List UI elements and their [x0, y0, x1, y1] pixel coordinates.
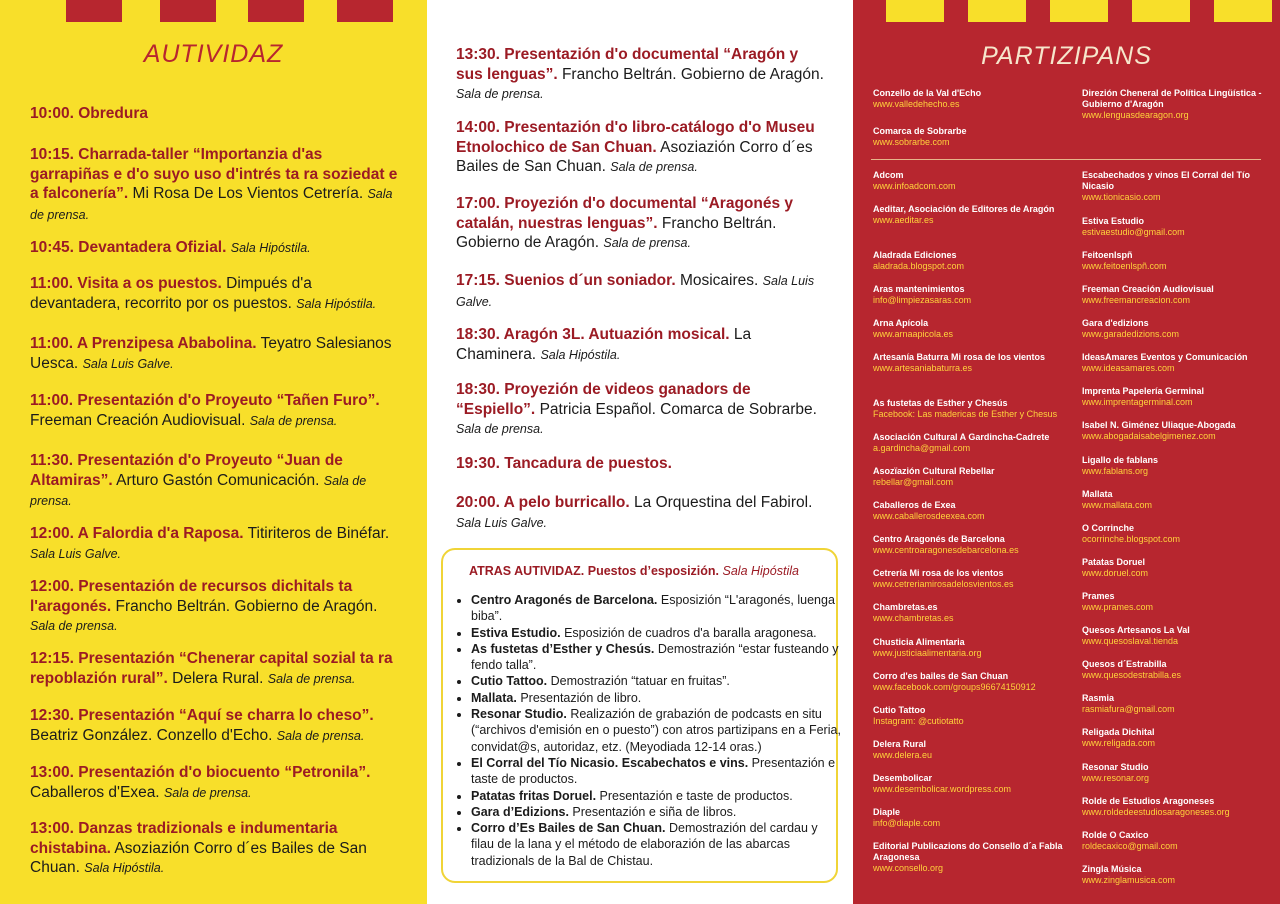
participant-contact: www.roldedeestudiosaragoneses.org [1082, 807, 1230, 817]
event-location: Sala de prensa. [456, 422, 544, 436]
event-location: Sala de prensa. [276, 728, 365, 743]
participant-contact: www.centroaragonesdebarcelona.es [873, 545, 1019, 555]
participant-contact: www.mallata.com [1082, 500, 1153, 510]
participant-name: Feitoenlspñ [1082, 250, 1133, 260]
participant-entry [1082, 591, 1277, 613]
participant-contact: www.chambretas.es [873, 613, 954, 623]
event-location: Sala de prensa. [267, 671, 356, 686]
participant-name: Cutio Tattoo [873, 705, 926, 715]
exhibitor-item [471, 690, 843, 706]
event-presenter: Dimpués d'a devantadera, recorrito por os puestos. [30, 275, 312, 312]
schedule-item [30, 706, 402, 746]
schedule-item [456, 194, 828, 254]
event-presenter: Francho Beltrán. Gobierno de Aragón. [456, 214, 777, 251]
event-location: Sala de prensa. [249, 413, 338, 428]
exhibitor-item [471, 625, 843, 641]
participant-name: Asozïazión Cultural Rebellar [873, 466, 995, 476]
participant-entry [1082, 762, 1277, 784]
participant-contact: www.religada.com [1082, 738, 1156, 748]
event-title: 12:00. A Falordia d'a Raposa. [30, 525, 244, 542]
participant-entry [873, 602, 1068, 624]
event-presenter: Titiriteros de Binéfar. [247, 525, 390, 542]
participant-contact: www.zinglamusica.com [1082, 875, 1176, 885]
exhibitor-description: Demostrazión del cardau y filau de la lana y el método de elaborazión de las abarcas tradizionals de la Bal de Chistau. [471, 821, 818, 868]
participant-contact: www.aeditar.es [873, 215, 934, 225]
participant-name: Resonar Studio [1082, 762, 1149, 772]
participant-name: Artesanía Baturra Mi rosa de los vientos [873, 352, 1046, 362]
event-presenter: Mosicaires. [679, 272, 759, 289]
event-location: Sala Luis Galve. [82, 356, 174, 371]
event-title: 18:30. Aragón 3L. Autuazión mosical. [456, 326, 730, 343]
event-title: 17:15. Suenios d´un soniador. [456, 272, 676, 289]
activities-panel-continued [427, 0, 853, 904]
participant-contact: www.artesaniabaturra.es [873, 363, 973, 373]
participant-entry [873, 500, 1068, 522]
flag-stripe [968, 0, 1026, 22]
participant-name: Isabel N. Giménez Uliaque-Abogada [1082, 420, 1236, 430]
exhibitor-name: Corro d’Es Bailes de San Chuan. [471, 821, 666, 836]
participant-name: Mallata [1082, 489, 1113, 499]
participant-name: Rolde de Estudios Aragoneses [1082, 796, 1215, 806]
participant-entry [873, 284, 1068, 306]
event-presenter: La Chaminera. [456, 326, 752, 363]
participant-contact: estivaestudio@gmail.com [1082, 227, 1185, 237]
exhibitor-item [471, 706, 843, 755]
participant-name: Zingla Música [1082, 864, 1142, 874]
participant-entry [873, 466, 1068, 488]
participant-name: Imprenta Papelería Germinal [1082, 386, 1205, 396]
schedule-item [30, 274, 402, 314]
schedule-item [30, 819, 402, 879]
schedule-item [456, 271, 828, 312]
event-presenter: Asoziazión Corro d´es Bailes de San Chuan. [456, 138, 813, 175]
event-location: Sala Hipóstila. [84, 861, 165, 875]
event-title: 13:00. Danzas tradizionals e indumentaria chistabina. [30, 820, 338, 857]
participant-contact: www.abogadaisabelgimenez.com [1082, 431, 1216, 441]
participant-contact: www.infoadcom.com [873, 181, 956, 191]
participant-entry [873, 352, 1068, 374]
event-title: 14:00. Presentazión d'o libro-catálogo d'o Museu Etnolochico de San Chuan. [456, 119, 815, 156]
schedule-item [30, 334, 402, 374]
participant-entry [1082, 864, 1277, 886]
participant-name: O Corrinche [1082, 523, 1135, 533]
schedule-item [456, 454, 828, 474]
participant-name: Aladrada Ediciones [873, 250, 957, 260]
schedule-item [30, 524, 402, 564]
exhibitor-name: As fustetas d’Esther y Chesús. [471, 641, 655, 656]
event-presenter: Delera Rural. [172, 669, 264, 687]
schedule-item [30, 577, 402, 637]
section-title: AUTIVIDAZ [143, 40, 284, 68]
schedule-item [456, 380, 828, 440]
event-location: Sala de prensa. [603, 236, 691, 250]
participant-entry [873, 705, 1068, 727]
exhibitor-description: Realizazión de grabazión de podcasts en situ (“archivos d'emisión en o puesto”) con atros partizipans en a Feria, convidat@s, autoridaz, etz. (Meyodiada 12-14 oras.) [471, 707, 841, 754]
event-title: 12:30. Presentazión “Aquí se charra lo cheso”. [30, 707, 374, 724]
exhibitor-item [471, 592, 843, 625]
participant-entry [1082, 455, 1277, 477]
participant-entry [873, 204, 1068, 226]
event-title: 10:45. Devantadera Ofizial. [30, 239, 227, 256]
participant-name: Ligallo de fablans [1082, 455, 1159, 465]
event-location: Sala Hipóstila. [230, 241, 311, 255]
event-presenter: Francho Beltrán. Gobierno de Aragón. [561, 65, 824, 83]
participant-name: Escabechados y vinos El Corral del Tío Nicasio [1082, 170, 1251, 191]
participant-contact: www.quesodestrabilla.es [1082, 670, 1182, 680]
participant-contact: www.ideasamares.com [1082, 363, 1175, 373]
exhibitor-description: Esposizión de cuadros d'a baralla aragonesa. [564, 625, 817, 640]
participant-entry [873, 170, 1068, 192]
participant-contact: www.quesoslaval.tienda [1082, 636, 1179, 646]
participant-entry [1082, 284, 1277, 306]
event-title: 10:00. Obredura [30, 105, 149, 122]
flag-stripe [337, 0, 393, 22]
event-presenter: Patricia Español. Comarca de Sobrarbe. [539, 400, 817, 418]
schedule-item [30, 104, 402, 124]
participant-name: Aras mantenimientos [873, 284, 965, 294]
event-location: Sala de prensa. [30, 619, 118, 633]
participant-entry [873, 250, 1068, 272]
participant-contact: www.valledehecho.es [873, 99, 960, 109]
participant-contact: www.facebook.com/groups96674150912 [873, 682, 1036, 692]
event-presenter: La Orquestina del Fabirol. [634, 494, 813, 511]
participant-contact: www.feitoenlspñ.com [1082, 261, 1167, 271]
participant-contact: www.caballerosdeexea.com [873, 511, 985, 521]
participant-name: Religada Dichital [1082, 727, 1155, 737]
participant-contact: a.gardincha@gmail.com [873, 443, 971, 453]
schedule-item [30, 238, 402, 259]
schedule-item [456, 325, 828, 365]
participant-name: Cetrería Mi rosa de los vientos [873, 568, 1004, 578]
participant-contact: info@limpiezasaras.com [873, 295, 972, 305]
event-title: 10:15. Charrada-taller “Importanzia d'as garrapiñas e d'o suyo uso d'intrés ta ra soziedat e a falconería”. [30, 146, 398, 202]
participant-name: Arna Apícola [873, 318, 929, 328]
participant-name: Aeditar, Asociación de Editores de Aragón [873, 204, 1055, 214]
exhibitor-name: Mallata. [471, 690, 517, 705]
event-presenter: Arturo Gastón Comunicación. [116, 471, 320, 489]
flag-stripe [1214, 0, 1272, 22]
participant-name: Asociación Cultural A Gardincha-Cadrete [873, 432, 1050, 442]
participant-entry [1082, 557, 1277, 579]
participant-entry [1082, 88, 1277, 121]
participant-entry [1082, 693, 1277, 715]
event-presenter: Asoziazión Corro d´es Bailes de San Chuan. [30, 839, 367, 876]
participant-entry [873, 773, 1068, 795]
exhibitor-name: Estiva Estudio. [471, 625, 561, 640]
event-presenter: Teyatro Salesianos Uesca. [30, 335, 392, 372]
event-title: 20:00. A pelo burricallo. [456, 494, 630, 511]
event-title: 13:30. Presentazión d'o documental “Aragón y sus lenguas”. [456, 46, 799, 83]
event-title: 12:00. Presentazión de recursos dichitals ta l'aragonés. [30, 578, 353, 615]
schedule-item [456, 118, 828, 178]
participant-entry [1082, 216, 1277, 238]
event-title: 11:00. Presentazión d'o Proyeuto “Tañen Furo”. [30, 392, 380, 409]
exhibitor-description: Presentazión e siña de libros. [572, 804, 737, 819]
participant-contact: rebellar@gmail.com [873, 477, 954, 487]
participant-contact: ocorrinche.blogspot.com [1082, 534, 1181, 544]
participant-entry [1082, 420, 1277, 442]
flag-stripe [1050, 0, 1108, 22]
participant-contact: www.desembolicar.wordpress.com [873, 784, 1012, 794]
exhibitor-item [471, 755, 843, 788]
participant-name: Comarca de Sobrarbe [873, 126, 967, 136]
participant-name: Centro Aragonés de Barcelona [873, 534, 1005, 544]
schedule-item [30, 763, 402, 803]
participant-contact: www.freemancreacion.com [1082, 295, 1191, 305]
participant-name: Quesos Artesanos La Val [1082, 625, 1190, 635]
participant-name: IdeasAmares Eventos y Comunicación [1082, 352, 1248, 362]
exhibitor-description: Presentazión e taste de productos. [599, 788, 793, 803]
schedule-item [30, 391, 402, 431]
participant-name: Estiva Estudio [1082, 216, 1145, 226]
participant-contact: www.fablans.org [1082, 466, 1149, 476]
participant-name: Chambretas.es [873, 602, 938, 612]
exhibitor-name: Patatas fritas Doruel. [471, 788, 597, 803]
participant-entry [873, 398, 1068, 420]
participant-contact: Instagram: @cutiotatto [873, 716, 964, 726]
participant-name: Editorial Publicazions do Consello d´a Fabla Aragonesa [873, 841, 1063, 862]
participant-entry [1082, 352, 1277, 374]
participant-contact: www.lenguasdearagon.org [1082, 110, 1189, 120]
participant-entry [873, 318, 1068, 340]
divider [871, 159, 1261, 160]
participant-name: Adcom [873, 170, 904, 180]
flag-stripe [886, 0, 944, 22]
event-presenter: Francho Beltrán. Gobierno de Aragón. [115, 597, 378, 615]
exhibitor-item [471, 673, 843, 689]
participant-entry [1082, 489, 1277, 511]
participant-name: Delera Rural [873, 739, 927, 749]
participant-entry [1082, 830, 1277, 852]
participant-name: Caballeros de Exea [873, 500, 956, 510]
participant-name: Chusticia Alimentaria [873, 637, 965, 647]
exhibitor-name: Centro Aragonés de Barcelona. [471, 593, 658, 607]
participant-entry [873, 671, 1068, 693]
event-presenter: Freeman Creación Audiovisual. [30, 411, 246, 429]
event-location: Sala Hipóstila. [296, 296, 377, 311]
event-location: Sala de prensa. [610, 160, 698, 174]
flag-stripe [160, 0, 216, 22]
schedule-item [30, 145, 402, 225]
participant-entry [873, 534, 1068, 556]
event-title: 11:00. Visita a os puestos. [30, 275, 222, 292]
exhibitor-name: Resonar Studio. [471, 707, 567, 722]
participant-entry [1082, 523, 1277, 545]
exhibitor-item [471, 804, 843, 820]
event-title: 11:30. Presentazión d'o Proyeuto “Juan de Altamiras”. [30, 452, 343, 489]
exhibitor-name: El Corral del Tío Nicasio. Escabechatos e vins. [471, 755, 749, 770]
participant-name: Gara d'edizions [1082, 318, 1149, 328]
participant-entry [1082, 727, 1277, 749]
participant-entry [1082, 386, 1277, 408]
event-location: Sala Luis Galve. [456, 274, 815, 309]
exhibitor-description: Presentazión e taste de productos. [471, 755, 836, 787]
participant-contact: www.prames.com [1082, 602, 1154, 612]
exhibitor-item [471, 641, 843, 674]
flag-stripe [248, 0, 304, 22]
participant-name: Prames [1082, 591, 1115, 601]
event-title: 11:00. A Prenzipesa Ababolina. [30, 335, 257, 352]
participant-name: Rolde O Caxico [1082, 830, 1149, 840]
participants-panel [853, 0, 1280, 904]
participant-contact: www.delera.eu [873, 750, 933, 760]
participant-entry [1082, 625, 1277, 647]
participant-entry [873, 126, 1068, 148]
exhibitor-item [471, 820, 843, 869]
participant-entry [873, 807, 1068, 829]
event-title: 19:30. Tancadura de puestos. [456, 455, 672, 472]
participant-name: Rasmia [1082, 693, 1115, 703]
event-location: Sala Hipóstila. [540, 347, 621, 362]
event-location: Sala Luis Galve. [30, 546, 122, 561]
exhibitor-description: Demostrazión “estar fusteando y fendo talla”. [471, 641, 839, 673]
participant-contact: www.garadedizions.com [1082, 329, 1180, 339]
participant-name: Diaple [873, 807, 901, 817]
box-heading-text: ATRAS AUTIVIDAZ. Puestos d’esposizión. [469, 564, 720, 578]
exhibitor-list [457, 592, 843, 869]
event-title: 13:00. Presentazión d'o biocuento “Petronila”. [30, 764, 371, 781]
participant-name: Desembolicar [873, 773, 933, 783]
participant-contact: www.consello.org [873, 863, 944, 873]
participant-contact: rasmiafura@gmail.com [1082, 704, 1175, 714]
event-location: Sala de prensa. [30, 187, 393, 222]
event-location: Sala de prensa. [456, 87, 544, 101]
flag-stripe [0, 0, 66, 22]
schedule-item [30, 451, 402, 512]
event-location: Sala Luis Galve. [456, 515, 548, 530]
exhibitor-description: Demostrazión “tatuar en fruitas”. [550, 674, 730, 689]
participant-contact: www.resonar.org [1082, 773, 1150, 783]
schedule-item [30, 649, 402, 689]
event-presenter: Mi Rosa De Los Vientos Cetrería. [132, 185, 364, 202]
exhibitor-description: Presentazión de libro. [520, 690, 642, 705]
participant-name: Direzión Cheneral de Política Lingüística - Gubierno d'Aragón [1082, 88, 1262, 109]
participant-contact: www.doruel.com [1082, 568, 1149, 578]
participant-contact: Facebook: Las madericas de Esther y Chesus [873, 409, 1058, 419]
participant-contact: roldecaxico@gmail.com [1082, 841, 1178, 851]
participant-name: Freeman Creación Audiovisual [1082, 284, 1214, 294]
event-title: 12:15. Presentazión “Chenerar capital sozial ta ra repoblazión rural”. [30, 650, 393, 687]
participant-entry [1082, 318, 1277, 340]
participant-entry [1082, 250, 1277, 272]
participant-entry [873, 88, 1068, 110]
event-title: 18:30. Proyezión de videos ganadors de “Espiello”. [456, 381, 751, 418]
section-title: PARTIZIPANS [981, 42, 1152, 70]
exhibitor-name: Cutio Tattoo. [471, 674, 548, 689]
participant-entry [873, 739, 1068, 761]
participant-entry [873, 568, 1068, 590]
participant-name: Corro d'es bailes de San Chuan [873, 671, 1009, 681]
participant-name: Patatas Doruel [1082, 557, 1146, 567]
schedule-item [456, 45, 828, 105]
other-activities-box [441, 548, 841, 883]
participant-name: As fustetas de Esther y Chesús [873, 398, 1008, 408]
activities-panel [0, 0, 427, 904]
participant-contact: www.justiciaalimentaria.org [873, 648, 982, 658]
box-heading [469, 564, 799, 578]
participant-name: Conzello de la Val d'Echo [873, 88, 982, 98]
participant-entry [1082, 659, 1277, 681]
event-presenter: Beatriz González. Conzello d'Echo. [30, 726, 273, 744]
participant-entry [873, 432, 1068, 454]
exhibitor-name: Gara d’Edizions. [471, 804, 569, 819]
participant-name: Quesos d´Estrabilla [1082, 659, 1167, 669]
box-heading-location: Sala Hipóstila [722, 564, 799, 578]
participant-contact: www.cetreriamirosadelosvientos.es [873, 579, 1014, 589]
event-location: Sala de prensa. [163, 785, 252, 800]
exhibitor-description: Esposizión “L'aragonés, luenga biba”. [471, 593, 835, 624]
participant-entry [873, 841, 1068, 874]
participant-entry [1082, 796, 1277, 818]
participant-contact: www.arnaapicola.es [873, 329, 954, 339]
participant-entry [1082, 170, 1277, 203]
participant-contact: aladrada.blogspot.com [873, 261, 965, 271]
participant-entry [873, 637, 1068, 659]
flag-stripe [1132, 0, 1190, 22]
participant-contact: info@diaple.com [873, 818, 941, 828]
event-location: Sala de prensa. [30, 473, 367, 508]
exhibitor-item [471, 788, 843, 804]
participant-contact: www.sobrarbe.com [873, 137, 950, 147]
schedule-item [456, 493, 828, 533]
event-presenter: Caballeros d'Exea. [30, 783, 160, 801]
participant-contact: www.tionicasio.com [1082, 192, 1161, 202]
flag-stripe [66, 0, 122, 22]
participant-contact: www.imprentagerminal.com [1082, 397, 1193, 407]
event-title: 17:00. Proyezión d'o documental “Aragonés y catalán, nuestras lenguas”. [456, 195, 794, 232]
